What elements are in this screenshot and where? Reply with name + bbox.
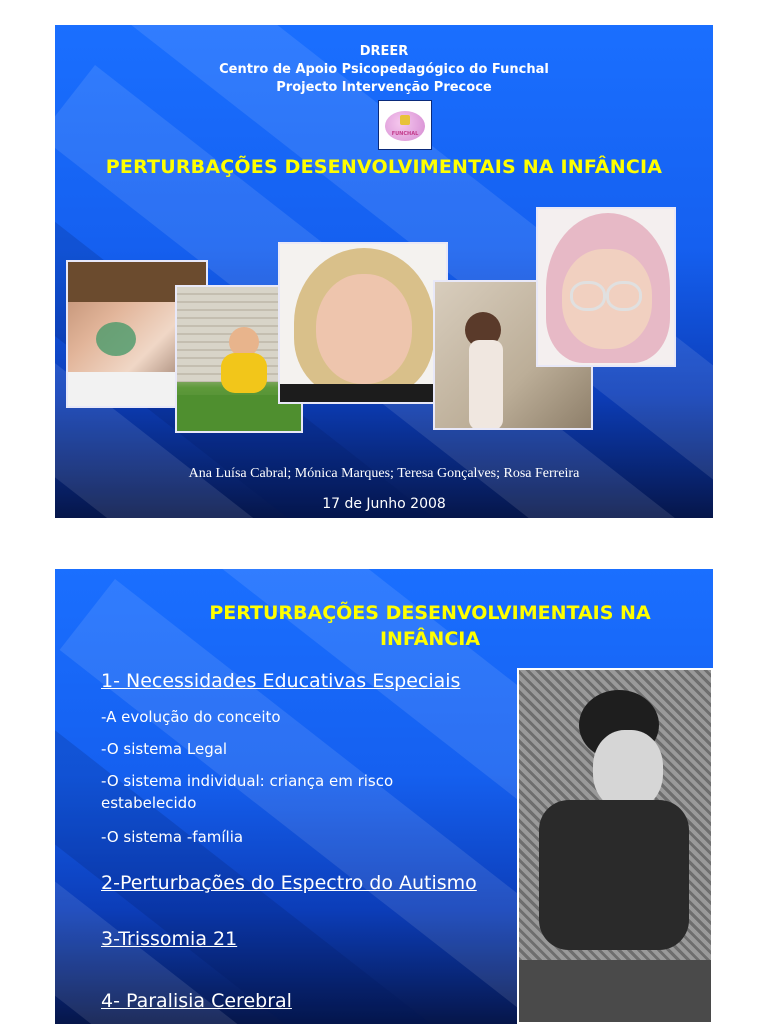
title-slide bbox=[55, 25, 713, 518]
slide-title: PERTURBAÇÕES DESENVOLVIMENTAIS NA INFÂNCIA bbox=[105, 156, 663, 178]
photo-girl-with-glasses bbox=[536, 207, 676, 367]
list-item-autism: 2-Perturbações do Espectro do Autismo bbox=[101, 872, 477, 894]
sub-item-individual: -O sistema individual: criança em risco estabelecido bbox=[101, 772, 394, 812]
authors-list: Ana Luísa Cabral; Mónica Marques; Teresa Gonçalves; Rosa Ferreira bbox=[188, 466, 580, 481]
logo-text: FUNCHAL bbox=[391, 131, 419, 137]
project-name: Projecto Intervenção Precoce bbox=[276, 80, 492, 95]
sub-item-legal: -O sistema Legal bbox=[101, 740, 228, 758]
list-item-nee: 1- Necessidades Educativas Especiais bbox=[101, 670, 461, 692]
photo-girl-smiling bbox=[278, 242, 448, 404]
photo-child-drinking-fountain bbox=[517, 668, 713, 1024]
slide-title: PERTURBAÇÕES DESENVOLVIMENTAIS NA INFÂNCIA bbox=[209, 602, 651, 650]
presentation-date: 17 de Junho 2008 bbox=[322, 496, 446, 512]
organization-name: DREER bbox=[359, 44, 409, 59]
list-item-cerebral-palsy: 4- Paralisia Cerebral bbox=[101, 990, 292, 1012]
funchal-logo bbox=[378, 100, 432, 150]
contents-slide bbox=[55, 569, 713, 1024]
center-name: Centro de Apoio Psicopedagógico do Funchal bbox=[219, 62, 549, 77]
list-item-trisomy: 3-Trissomia 21 bbox=[101, 928, 238, 950]
logo-mark-icon bbox=[400, 115, 410, 125]
sub-item-concept: -A evolução do conceito bbox=[101, 708, 281, 726]
sub-item-family: -O sistema -família bbox=[101, 828, 244, 846]
